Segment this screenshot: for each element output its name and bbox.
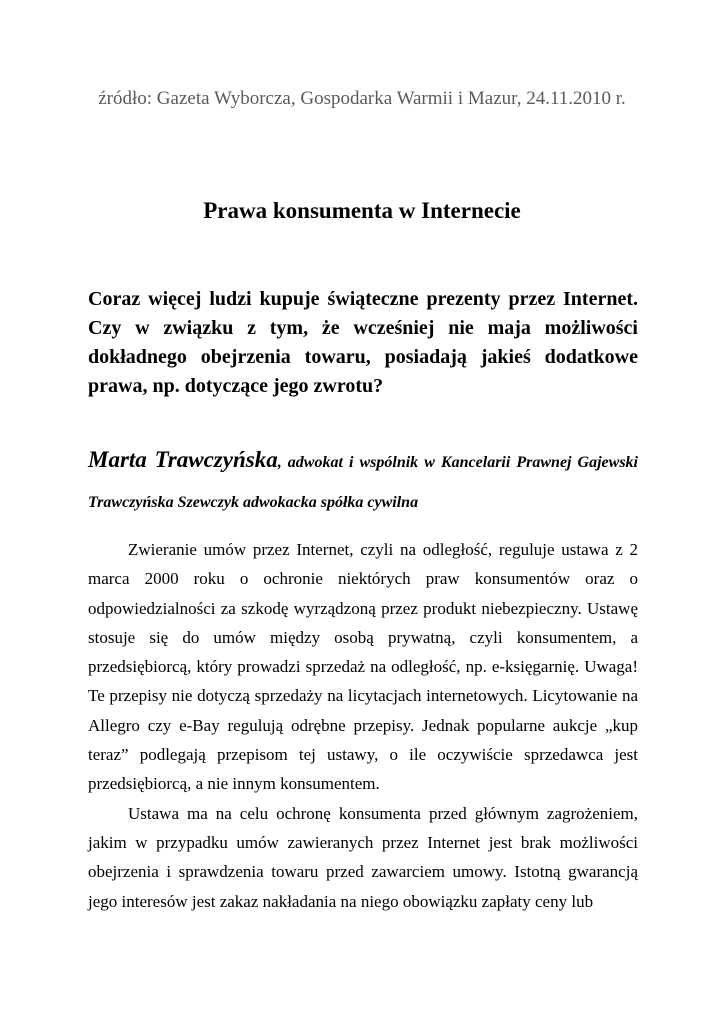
author-affiliation: , adwokat i wspólnik w Kancelarii Prawnej Gajewski Trawczyńska Szewczyk adwokacka spółka cywilna <box>88 454 639 511</box>
author-name: Marta Trawczyńska <box>88 447 278 472</box>
author-line <box>88 440 638 523</box>
lead-question: Coraz więcej ludzi kupuje świąteczne prezenty przez Internet. Czy w związku z tym, że wcześniej nie maja możliwości dokładnego obejrzenia towaru, posiadają jakieś dodatkowe prawa, np. dotyczące jego zwrotu? <box>88 288 638 397</box>
body-paragraph: Ustawa ma na celu ochronę konsumenta przed głównym zagrożeniem, jakim w przypadku umów zawieranych przez Internet jest brak możliwości obejrzenia i sprawdzenia towaru przed zawarciem umowy. Istotną gwarancją jego interesów jest zakaz nakładania na niego obowiązku zapłaty ceny lub <box>88 803 638 911</box>
body-paragraph: Zwieranie umów przez Internet, czyli na odległość, reguluje ustawa z 2 marca 2000 roku o ochronie niektórych praw konsumentów oraz o odpowiedzialności za szkodę wyrządzoną przez produkt niebezpieczny. Ustawę stosuje się do umów między osobą prywatną, czyli konsumentem, a przedsiębiorcą, który prowadzi sprzedaż na odległość, np. e-księgarnię. Uwaga! Te przepisy nie dotyczą sprzedaży na licytacjach internetowych. Licytowanie na Allegro czy e-Bay regulują odrębne przepisy. Jednak popularne aukcje „kup teraz” podlegają przepisom tej ustawy, o ile oczywiście sprzedawca jest przedsiębiorcą, a nie innym konsumentem. <box>88 540 638 794</box>
article-body <box>88 535 638 916</box>
source-line: źródło: Gazeta Wyborcza, Gospodarka Warmii i Mazur, 24.11.2010 r. <box>98 88 626 109</box>
article-title: Prawa konsumenta w Internecie <box>203 198 521 223</box>
